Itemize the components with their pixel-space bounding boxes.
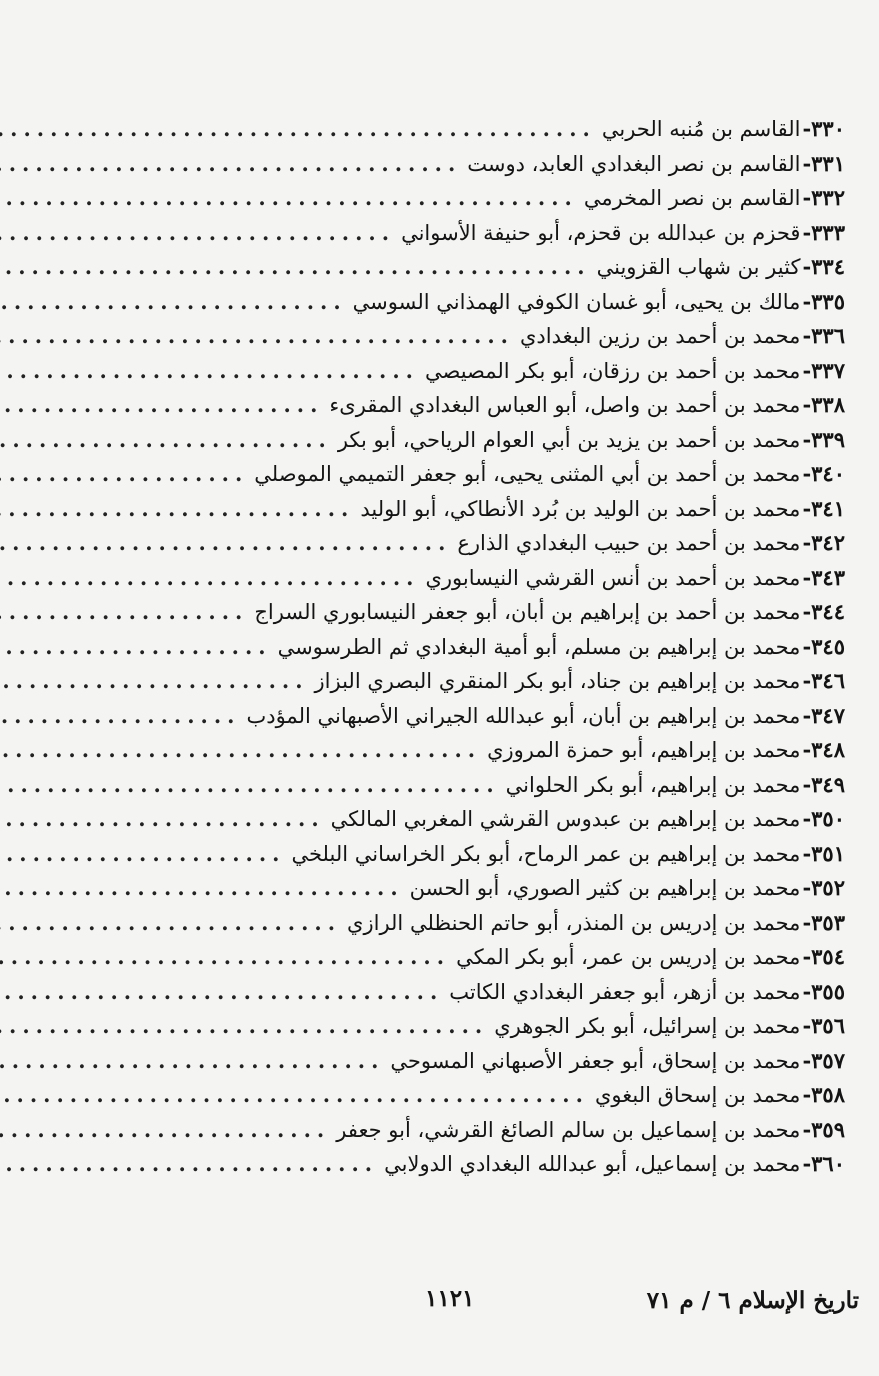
entry-title: محمد بن أزهر، أبو جعفر البغدادي الكاتب (449, 979, 801, 1004)
toc-entry (125, 906, 845, 941)
toc-entry (125, 595, 845, 630)
dot-leader (0, 1044, 390, 1079)
entry-number: ٣٤٢- (802, 530, 845, 555)
table-of-contents (125, 112, 845, 1182)
dot-leader (0, 319, 520, 354)
toc-entry (125, 457, 845, 492)
footer-page-number: ١١٢١ (425, 1285, 475, 1312)
toc-entry (125, 319, 845, 354)
dot-leader (0, 837, 291, 872)
entry-number: ٣٤٥- (802, 633, 845, 659)
dot-leader (0, 354, 425, 389)
entry-title: محمد بن إبراهيم بن مسلم، أبو أمية البغدادي ثم الطرسوسي (277, 634, 801, 659)
entry-number: ٣٤٠- (802, 461, 845, 486)
toc-entry (125, 630, 845, 665)
entry-number: ٣٦٠- (802, 1151, 845, 1176)
dot-leader (0, 285, 353, 320)
entry-number: ٣٥٦- (802, 1013, 845, 1038)
dot-leader (0, 216, 401, 251)
entry-title: محمد بن إبراهيم بن عمر الرماح، أبو بكر الخراساني البلخي (291, 841, 801, 866)
entry-title: محمد بن إبراهيم بن أبان، أبو عبدالله الجيراني الأصبهاني المؤدب (246, 703, 801, 728)
toc-entry (125, 837, 845, 872)
entry-number: ٣٣٨- (802, 392, 845, 417)
entry-number: ٣٣١- (802, 150, 845, 176)
entry-title: محمد بن إبراهيم، أبو بكر الحلواني (505, 772, 801, 797)
entry-number: ٣٥٧- (802, 1047, 845, 1073)
entry-number: ٣٥٢- (802, 875, 845, 900)
entry-title: القاسم بن مُنبه الحربي (601, 117, 801, 141)
dot-leader (0, 906, 347, 941)
entry-number: ٣٣٩- (802, 426, 845, 452)
toc-entry (125, 250, 845, 285)
toc-entry (125, 1078, 845, 1113)
toc-entry (125, 526, 845, 561)
dot-leader (0, 147, 467, 182)
entry-title: قحزم بن عبدالله بن قحزم، أبو حنيفة الأسواني (401, 220, 801, 245)
dot-leader (0, 975, 449, 1010)
entry-number: ٣٣٦- (802, 323, 845, 348)
dot-leader (0, 1078, 595, 1113)
dot-leader (0, 871, 410, 906)
toc-entry (125, 1044, 845, 1079)
entry-title: محمد بن إسرائيل، أبو بكر الجوهري (494, 1014, 801, 1038)
entry-title: مالك بن يحيى، أبو غسان الكوفي الهمذاني السوسي (352, 289, 801, 314)
toc-entry (125, 216, 845, 251)
dot-leader (0, 561, 425, 596)
entry-title: محمد بن إدريس بن عمر، أبو بكر المكي (456, 945, 801, 969)
entry-number: ٣٥٩- (802, 1116, 845, 1142)
entry-number: ٣٤٩- (802, 771, 845, 797)
toc-entry (125, 181, 845, 216)
entry-number: ٣٣٠- (802, 116, 845, 141)
toc-entry (125, 802, 845, 837)
entry-title: محمد بن إبراهيم بن جناد، أبو بكر المنقري البصري البزاز (314, 669, 801, 693)
dot-leader (0, 492, 360, 527)
entry-title: محمد بن إسحاق، أبو جعفر الأصبهاني المسوحي (390, 1048, 801, 1073)
entry-title: القاسم بن نصر البغدادي العابد، دوست (467, 151, 801, 176)
entry-number: ٣٥٣- (802, 909, 845, 935)
dot-leader (0, 526, 457, 561)
toc-entry (125, 388, 845, 423)
dot-leader (0, 664, 315, 699)
entry-number: ٣٣٢- (802, 185, 845, 210)
dot-leader (0, 595, 254, 630)
dot-leader (0, 388, 329, 423)
entry-number: ٣٥٨- (802, 1082, 845, 1107)
entry-title: محمد بن أحمد بن أنس القرشي النيسابوري (425, 565, 801, 590)
toc-entry (125, 423, 845, 458)
dot-leader (0, 802, 331, 837)
entry-number: ٣٣٧- (802, 357, 845, 383)
page-footer (0, 1287, 879, 1327)
dot-leader (0, 768, 506, 803)
entry-number: ٣٥٠- (802, 806, 845, 831)
entry-number: ٣٥١- (802, 840, 845, 866)
dot-leader (0, 1113, 336, 1148)
toc-entry (125, 285, 845, 320)
toc-entry (125, 112, 845, 147)
entry-title: محمد بن أحمد بن رزين البغدادي (519, 324, 801, 348)
toc-entry (125, 354, 845, 389)
dot-leader (0, 940, 456, 975)
toc-entry (125, 1113, 845, 1148)
toc-entry (125, 664, 845, 699)
entry-title: محمد بن أحمد بن الوليد بن بُرد الأنطاكي، أبو الوليد (360, 496, 801, 521)
toc-entry (125, 147, 845, 182)
toc-entry (125, 699, 845, 734)
entry-number: ٣٣٤- (802, 254, 845, 279)
dot-leader (0, 250, 597, 285)
toc-entry (125, 768, 845, 803)
dot-leader (0, 1009, 494, 1044)
entry-title: محمد بن إدريس بن المنذر، أبو حاتم الحنظلي الرازي (347, 910, 801, 935)
toc-entry (125, 975, 845, 1010)
toc-entry (125, 561, 845, 596)
entry-title: كثير بن شهاب القزويني (596, 255, 801, 279)
entry-title: محمد بن إسماعيل بن سالم الصائغ القرشي، أبو جعفر (336, 1117, 801, 1142)
entry-number: ٣٣٣- (802, 219, 845, 245)
entry-title: محمد بن أحمد بن رزقان، أبو بكر المصيصي (424, 358, 801, 383)
entry-title: القاسم بن نصر المخرمي (583, 186, 801, 210)
dot-leader (0, 630, 278, 665)
entry-title: محمد بن إبراهيم بن عبدوس القرشي المغربي المالكي (330, 807, 801, 831)
entry-title: محمد بن أحمد بن أبي المثنى يحيى، أبو جعفر التميمي الموصلي (254, 462, 801, 486)
entry-number: ٣٤٤- (802, 599, 845, 624)
entry-number: ٣٤٣- (802, 564, 845, 590)
dot-leader (0, 423, 338, 458)
entry-number: ٣٤٧- (802, 702, 845, 728)
entry-title: محمد بن أحمد بن واصل، أبو العباس البغدادي المقرىء (329, 393, 801, 417)
dot-leader (0, 699, 246, 734)
entry-number: ٣٤١- (802, 495, 845, 521)
entry-number: ٣٣٥- (802, 288, 845, 314)
toc-entry (125, 1147, 845, 1182)
entry-title: محمد بن إبراهيم بن كثير الصوري، أبو الحسن (409, 876, 801, 900)
toc-entry (125, 733, 845, 768)
footer-source-label: تاريخ الإسلام ٦ / م ٧١ (646, 1287, 859, 1314)
entry-title: محمد بن إسماعيل، أبو عبدالله البغدادي الدولابي (384, 1152, 801, 1176)
dot-leader (0, 1147, 384, 1182)
entry-number: ٣٥٥- (802, 978, 845, 1004)
entry-title: محمد بن أحمد بن حبيب البغدادي الذارع (457, 531, 801, 555)
entry-title: محمد بن إسحاق البغوي (594, 1083, 801, 1107)
entry-title: محمد بن إبراهيم، أبو حمزة المروزي (487, 738, 801, 762)
toc-entry (125, 492, 845, 527)
entry-number: ٣٥٤- (802, 944, 845, 969)
toc-entry (125, 1009, 845, 1044)
dot-leader (0, 733, 487, 768)
toc-entry (125, 871, 845, 906)
dot-leader (0, 181, 584, 216)
toc-entry (125, 940, 845, 975)
entry-number: ٣٤٦- (802, 668, 845, 693)
entry-title: محمد بن أحمد بن إبراهيم بن أبان، أبو جعفر النيسابوري السراج (254, 600, 801, 624)
entry-number: ٣٤٨- (802, 737, 845, 762)
dot-leader (0, 112, 602, 147)
dot-leader (0, 457, 254, 492)
entry-title: محمد بن أحمد بن يزيد بن أبي العوام الرياحي، أبو بكر (337, 427, 801, 452)
